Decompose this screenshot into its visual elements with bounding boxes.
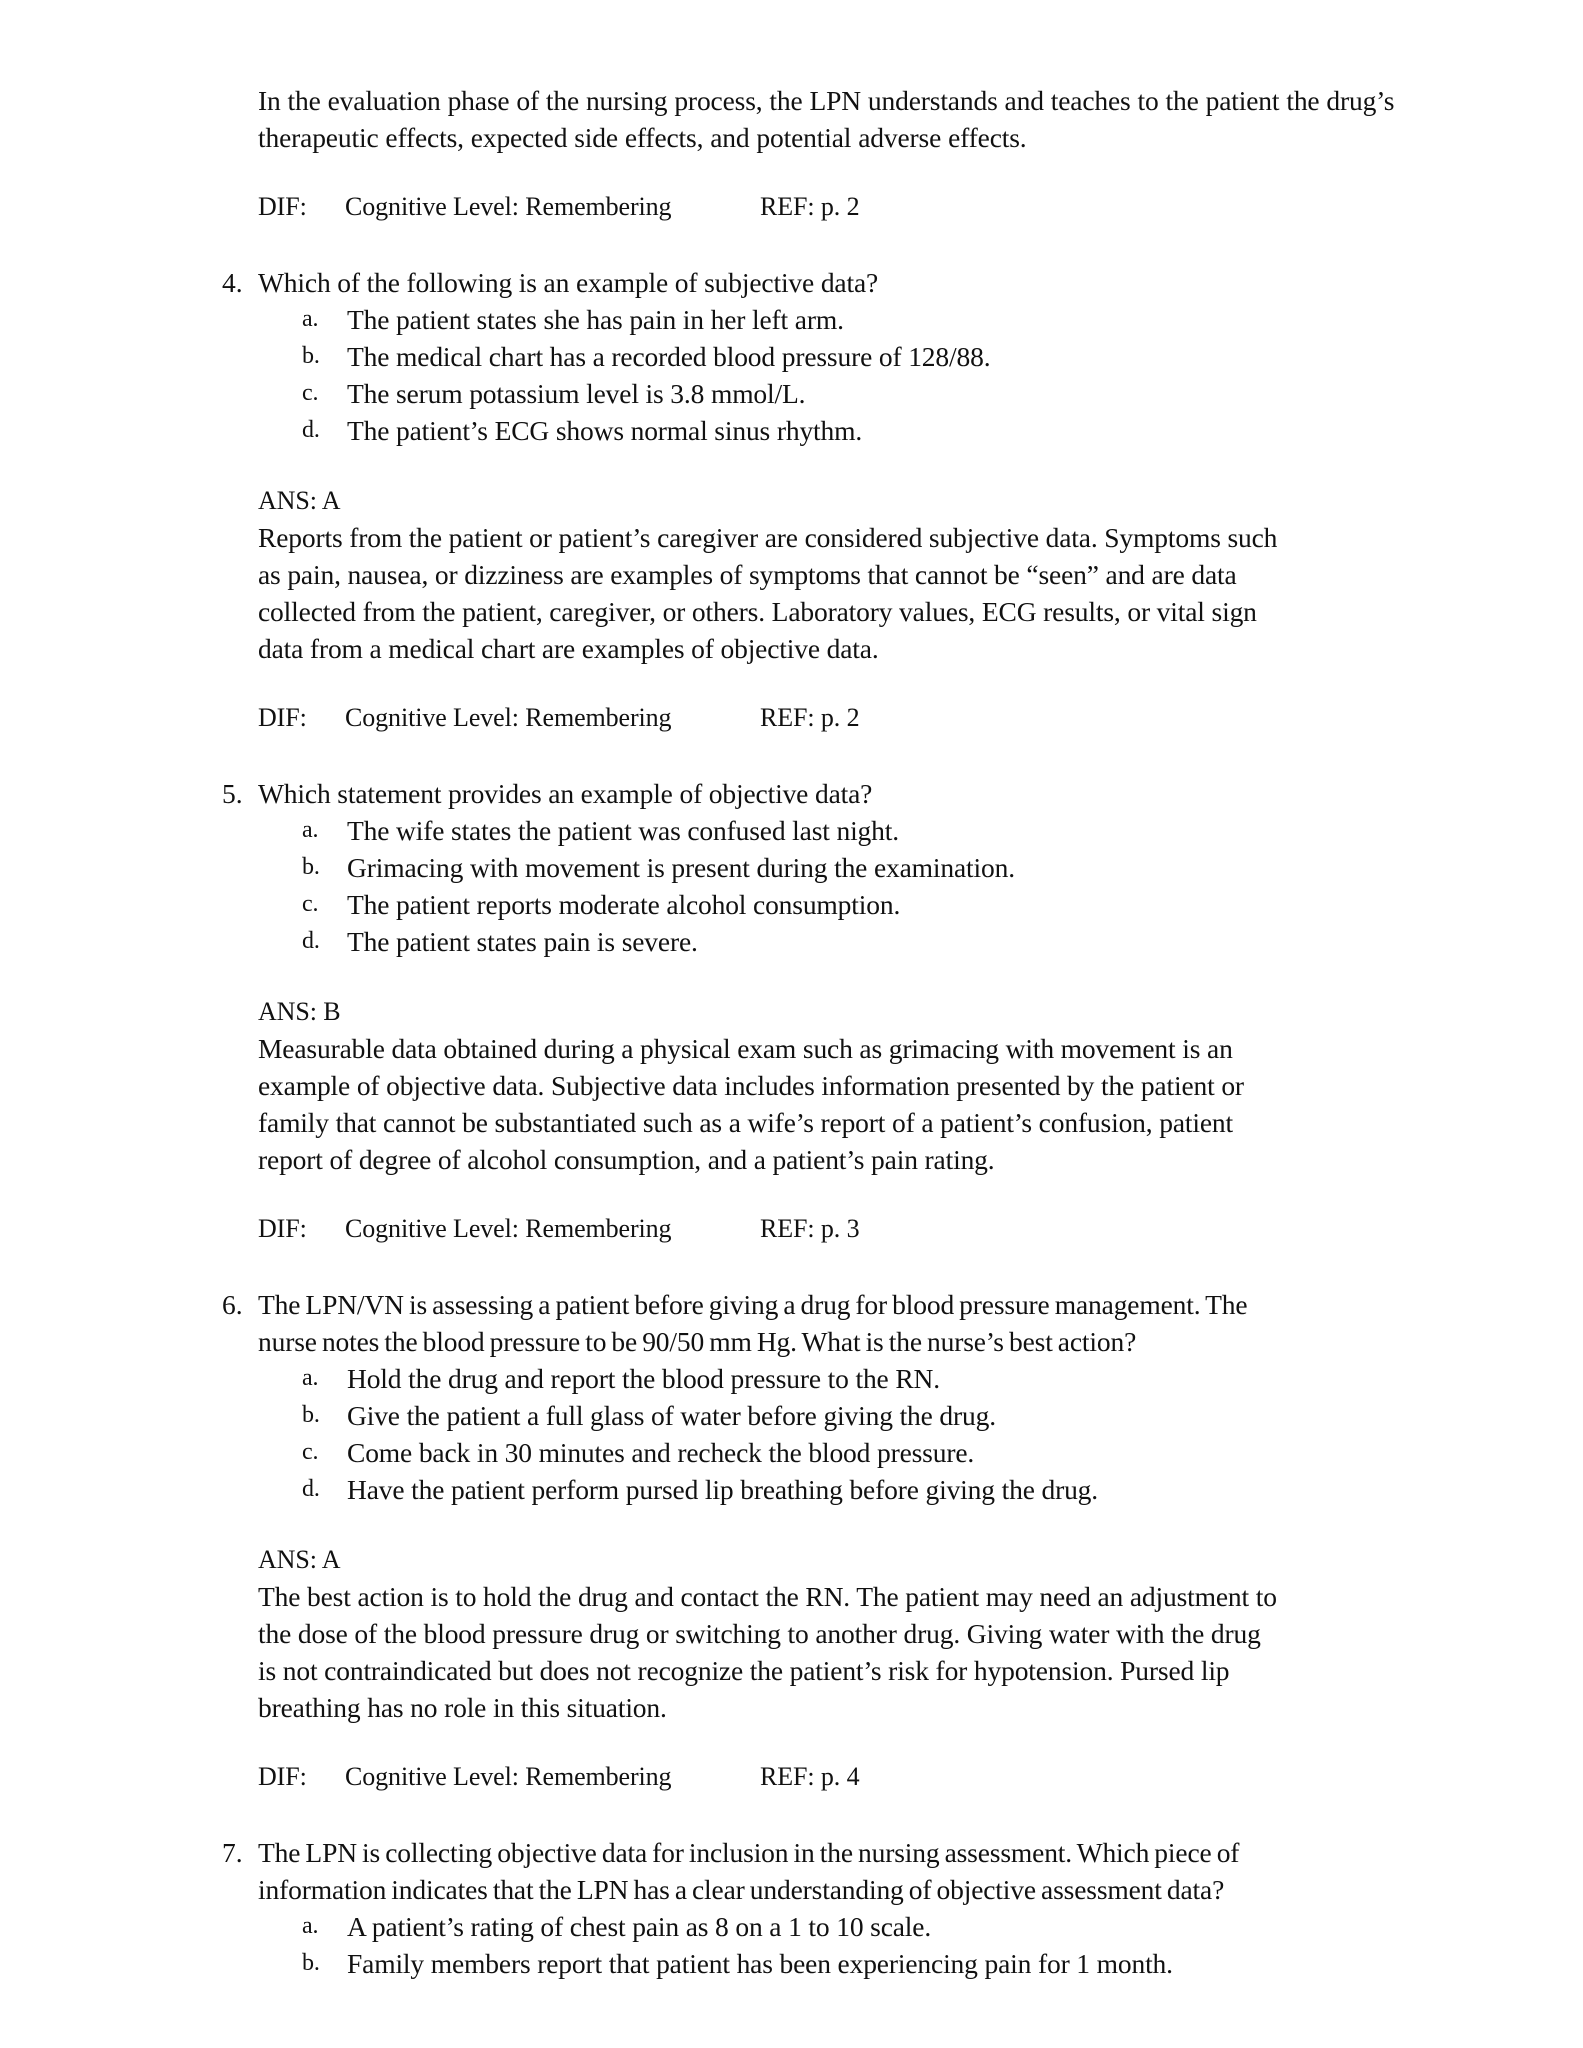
stem-line: information indicates that the LPN has a clear understanding of objective assessment data? [258, 1874, 1225, 1905]
option-text: Come back in 30 minutes and recheck the blood pressure. [347, 1437, 975, 1468]
question-stem [258, 1834, 1432, 1908]
spacer [222, 224, 1432, 264]
option-letter: d. [302, 1476, 320, 1502]
spacer [222, 1508, 1432, 1542]
option-text: The patient’s ECG shows normal sinus rhythm. [347, 415, 863, 446]
rationale-6 [258, 1578, 1432, 1726]
option-letter: a. [302, 1365, 319, 1391]
stem-line: Which of the following is an example of subjective data? [258, 267, 879, 298]
option-text: The wife states the patient was confused last night. [347, 815, 899, 846]
option-text: Give the patient a full glass of water before giving the drug. [347, 1400, 996, 1431]
option-a[interactable] [258, 1908, 1432, 1945]
option-d[interactable] [258, 1471, 1432, 1508]
option-b[interactable] [258, 338, 1432, 375]
option-a[interactable] [258, 812, 1432, 849]
spacer [222, 1794, 1432, 1834]
question-item-7 [222, 1834, 1432, 1982]
intro-line-1: In the evaluation phase of the nursing process, the LPN understands and teaches to the patient [258, 85, 1280, 116]
ref-value: REF: p. 3 [760, 1214, 860, 1243]
question-number: 6. [222, 1289, 243, 1320]
answer-options [258, 812, 1432, 960]
option-b[interactable] [258, 1945, 1432, 1982]
answer-options [258, 301, 1432, 449]
rationale-line: as pain, nausea, or dizziness are examples of symptoms that cannot be “seen” and are data [258, 559, 1237, 590]
option-letter: c. [302, 1439, 319, 1465]
dif-ref-line-4 [258, 701, 1432, 735]
option-b[interactable] [258, 1397, 1432, 1434]
rationale-line: the dose of the blood pressure drug or switching to another drug. Giving water with the drug [258, 1618, 1261, 1649]
dif-label: DIF: [258, 1214, 307, 1243]
option-a[interactable] [258, 1360, 1432, 1397]
ref-value: REF: p. 4 [760, 1762, 860, 1791]
option-text: Have the patient perform pursed lip breathing before giving the drug. [347, 1474, 1099, 1505]
option-letter: d. [302, 417, 320, 443]
option-text: Grimacing with movement is present during the examination. [347, 852, 1015, 883]
option-letter: b. [302, 854, 320, 880]
spacer [222, 960, 1432, 994]
dif-label: DIF: [258, 192, 307, 221]
cognitive-level-value: Cognitive Level: Remembering [345, 1762, 672, 1791]
page-content [222, 82, 1432, 1982]
option-text: A patient’s rating of chest pain as 8 on a 1 to 10 scale. [347, 1911, 932, 1942]
stem-line: The LPN is collecting objective data for inclusion in the nursing assessment. Which piece of [258, 1837, 1240, 1868]
answer-label-6: ANS: A [258, 1545, 341, 1574]
option-text: Family members report that patient has been experiencing pain for 1 month. [347, 1948, 1173, 1979]
ref-value: REF: p. 2 [760, 192, 860, 221]
stem-line: Which statement provides an example of objective data? [258, 778, 873, 809]
option-a[interactable] [258, 301, 1432, 338]
option-letter: c. [302, 891, 319, 917]
option-letter: a. [302, 306, 319, 332]
answer-label-4: ANS: A [258, 486, 341, 515]
spacer [222, 1726, 1432, 1760]
question-number: 5. [222, 778, 243, 809]
answer-label-5: ANS: B [258, 997, 341, 1026]
cognitive-level-value: Cognitive Level: Remembering [345, 1214, 672, 1243]
question-body [258, 1286, 1432, 1508]
option-letter: a. [302, 1913, 319, 1939]
spacer [222, 156, 1432, 190]
spacer [222, 1178, 1432, 1212]
question-body [258, 775, 1432, 960]
question-stem [258, 1286, 1432, 1360]
intro-line-2: the drug’s therapeutic effects, expected side effects, and potential adverse effects. [258, 85, 1395, 153]
question-number: 7. [222, 1837, 243, 1868]
answer-options [258, 1360, 1432, 1508]
option-letter: b. [302, 1950, 320, 1976]
dif-label: DIF: [258, 703, 307, 732]
option-text: The patient states she has pain in her left arm. [347, 304, 844, 335]
option-letter: b. [302, 1402, 320, 1428]
rationale-line: example of objective data. Subjective data includes information presented by the patient or [258, 1070, 1244, 1101]
option-text: The patient states pain is severe. [347, 926, 698, 957]
spacer [222, 667, 1432, 701]
rationale-line: collected from the patient, caregiver, or others. Laboratory values, ECG results, or vital sign [258, 596, 1257, 627]
rationale-line: family that cannot be substantiated such as a wife’s report of a patient’s confusion, patient [258, 1107, 1234, 1138]
cognitive-level-value: Cognitive Level: Remembering [345, 703, 672, 732]
rationale-line: breathing has no role in this situation. [258, 1692, 667, 1723]
option-text: The medical chart has a recorded blood pressure of 128/88. [347, 341, 991, 372]
option-letter: a. [302, 817, 319, 843]
option-text: Hold the drug and report the blood pressure to the RN. [347, 1363, 940, 1394]
rationale-5 [258, 1030, 1432, 1178]
question-item-6 [222, 1286, 1432, 1508]
dif-ref-line-intro [258, 190, 1432, 224]
spacer [222, 735, 1432, 775]
stem-line: The LPN/VN is assessing a patient before giving a drug for blood pressure management. The [258, 1289, 1248, 1320]
spacer [222, 449, 1432, 483]
spacer [222, 1246, 1432, 1286]
rationale-4 [258, 519, 1432, 667]
dif-ref-line-6 [258, 1760, 1432, 1794]
rationale-line: report of degree of alcohol consumption, and a patient’s pain rating. [258, 1144, 995, 1175]
rationale-line: The best action is to hold the drug and contact the RN. The patient may need an adjustment to [258, 1581, 1277, 1612]
option-c[interactable] [258, 1434, 1432, 1471]
option-b[interactable] [258, 849, 1432, 886]
rationale-line: data from a medical chart are examples of objective data. [258, 633, 879, 664]
option-c[interactable] [258, 886, 1432, 923]
option-d[interactable] [258, 923, 1432, 960]
question-body [258, 1834, 1432, 1982]
question-item-4 [222, 264, 1432, 449]
question-stem [258, 264, 1432, 301]
rationale-line: Reports from the patient or patient’s caregiver are considered subjective data. Symptoms such [258, 522, 1278, 553]
stem-line: nurse notes the blood pressure to be 90/50 mm Hg. What is the nurse’s best action? [258, 1326, 1137, 1357]
rationale-line: is not contraindicated but does not recognize the patient’s risk for hypotension. Pursed lip [258, 1655, 1230, 1686]
question-stem [258, 775, 1432, 812]
option-letter: b. [302, 343, 320, 369]
intro-paragraph [258, 82, 1432, 156]
option-c[interactable] [258, 375, 1432, 412]
option-text: The patient reports moderate alcohol consumption. [347, 889, 901, 920]
option-letter: c. [302, 380, 319, 406]
option-letter: d. [302, 928, 320, 954]
cognitive-level-value: Cognitive Level: Remembering [345, 192, 672, 221]
option-text: The serum potassium level is 3.8 mmol/L. [347, 378, 806, 409]
answer-options [258, 1908, 1432, 1982]
dif-ref-line-5 [258, 1212, 1432, 1246]
question-item-5 [222, 775, 1432, 960]
dif-label: DIF: [258, 1762, 307, 1791]
option-d[interactable] [258, 412, 1432, 449]
rationale-line: Measurable data obtained during a physical exam such as grimacing with movement is an [258, 1033, 1233, 1064]
question-number: 4. [222, 267, 243, 298]
ref-value: REF: p. 2 [760, 703, 860, 732]
question-body [258, 264, 1432, 449]
